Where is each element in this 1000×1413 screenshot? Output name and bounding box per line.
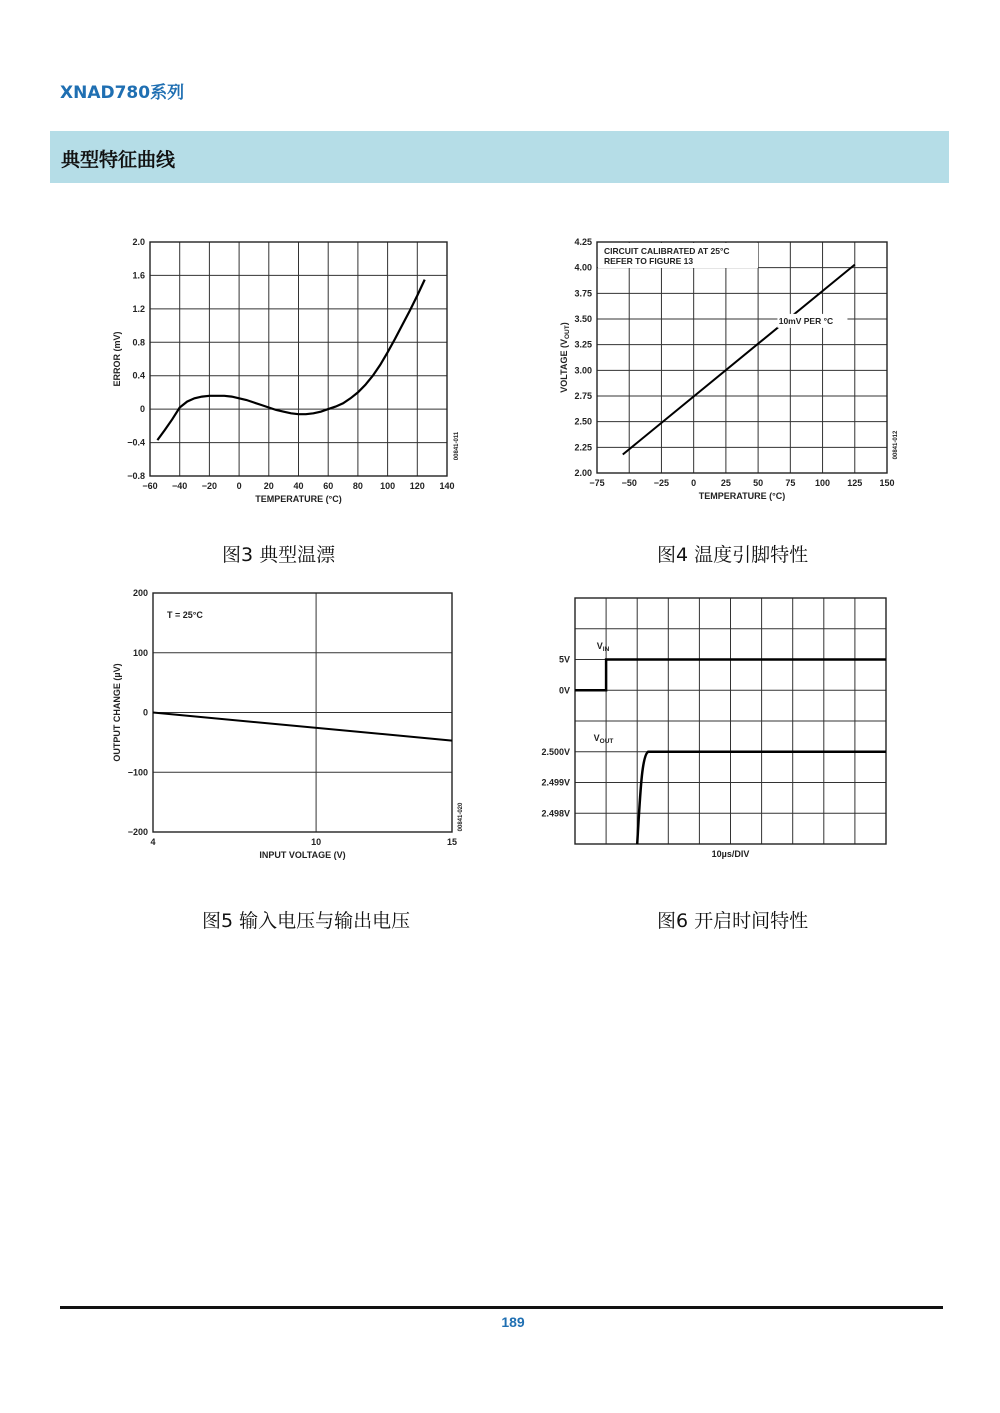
x-tick-label: 80 [352,481,363,491]
y-tick-label: 1.6 [132,270,145,281]
caption-figure-3: 图3 典型温漂 [222,544,336,566]
figure-code: 00841-011 [454,431,460,461]
x-tick-label: 120 [409,481,425,491]
y-tick-label: 2.25 [574,442,592,453]
annotation-refer: REFER TO FIGURE 13 [604,256,694,266]
y-tick-label: 3.75 [574,288,592,299]
section-header-bar [50,131,949,183]
y-tick-label: −100 [127,767,148,778]
x-tick-label: 4 [150,837,156,847]
x-axis-title: INPUT VOLTAGE (V) [259,850,346,860]
chart-typical-drift [100,230,470,515]
error-curve [157,280,424,441]
x-tick-label: 20 [263,481,274,491]
x-tick-label: 40 [293,481,304,491]
x-tick-label: 100 [380,481,396,491]
y-level-label: 5V [558,654,570,665]
annotation-calibrated: CIRCUIT CALIBRATED AT 25°C [604,246,730,256]
x-tick-label: 150 [879,478,895,488]
x-axis-title: TEMPERATURE (°C) [255,494,342,504]
y-tick-label: 3.00 [574,365,592,376]
x-tick-label: 0 [691,478,697,488]
x-tick-label: −20 [201,481,218,491]
section-title: 典型特征曲线 [61,149,176,171]
x-tick-label: −50 [621,478,637,488]
x-axis-title: 10µs/DIV [711,849,750,859]
y-tick-label: 200 [132,588,148,598]
y-tick-label: 1.2 [132,303,145,314]
y-level-label: 2.500V [541,746,570,757]
x-tick-label: −40 [172,481,188,491]
x-tick-label: 10 [311,837,322,847]
vin-label: $V_{IN}$ [596,640,610,653]
x-axis-title: TEMPERATURE (°C) [698,491,786,501]
output-change-line [153,713,452,741]
figure-code: 00841-020 [458,802,464,832]
x-tick-label: −75 [589,478,605,488]
y-tick-label: 4.00 [574,262,592,273]
y-tick-label: −200 [127,827,148,837]
y-tick-label: 2.50 [574,416,592,427]
caption-figure-5: 图5 输入电压与输出电压 [202,910,411,932]
y-axis-title: VOLTAGE $(V_{OUT})$ [559,322,571,393]
x-tick-label: 140 [439,481,455,491]
x-tick-label: 15 [446,837,458,847]
caption-figure-6: 图6 开启时间特性 [657,910,809,932]
chart-temperature-pin [545,230,915,515]
caption-figure-4: 图4 温度引脚特性 [657,544,809,566]
x-tick-label: 25 [720,478,731,488]
footer-divider [60,1306,943,1309]
y-tick-label: 3.25 [574,339,592,350]
y-tick-label: 2.00 [574,468,592,478]
y-axis-title: ERROR (mV) [112,331,122,387]
chart-turn-on-time [525,583,895,868]
x-tick-label: 100 [815,478,831,488]
y-tick-label: 0 [139,404,145,415]
vout-label: $V_{OUT}$ [593,733,614,745]
x-tick-label: 50 [753,478,764,488]
y-level-label: 2.498V [541,808,570,819]
y-tick-label: 4.25 [574,237,592,247]
y-level-label: 0V [558,685,570,696]
x-tick-label: 75 [785,478,796,488]
figure-code: 00841-012 [893,430,899,460]
y-tick-label: −0.8 [127,471,145,481]
x-tick-label: −25 [653,478,670,488]
y-tick-label: −0.4 [127,437,145,448]
y-tick-label: 2.75 [574,391,592,401]
x-tick-label: 125 [847,478,863,488]
y-tick-label: 2.0 [132,237,145,247]
series-title: XNAD780系列 [60,83,185,103]
y-level-label: 2.499V [541,777,570,788]
x-tick-label: 60 [323,481,334,491]
temperature-annotation: T = 25°C [167,610,203,620]
y-tick-label: 0.8 [132,337,145,348]
chart-input-vs-output [100,583,470,868]
y-tick-label: 0 [142,707,148,718]
y-tick-label: 3.50 [574,314,592,324]
x-tick-label: 0 [236,481,242,491]
y-tick-label: 0.4 [132,370,145,381]
x-tick-label: −60 [142,481,158,491]
slope-label: 10mV PER °C [778,315,834,326]
y-tick-label: 100 [132,647,148,658]
y-axis-title: OUTPUT CHANGE (µV) [112,663,122,762]
page-number: 189 [501,1314,525,1330]
